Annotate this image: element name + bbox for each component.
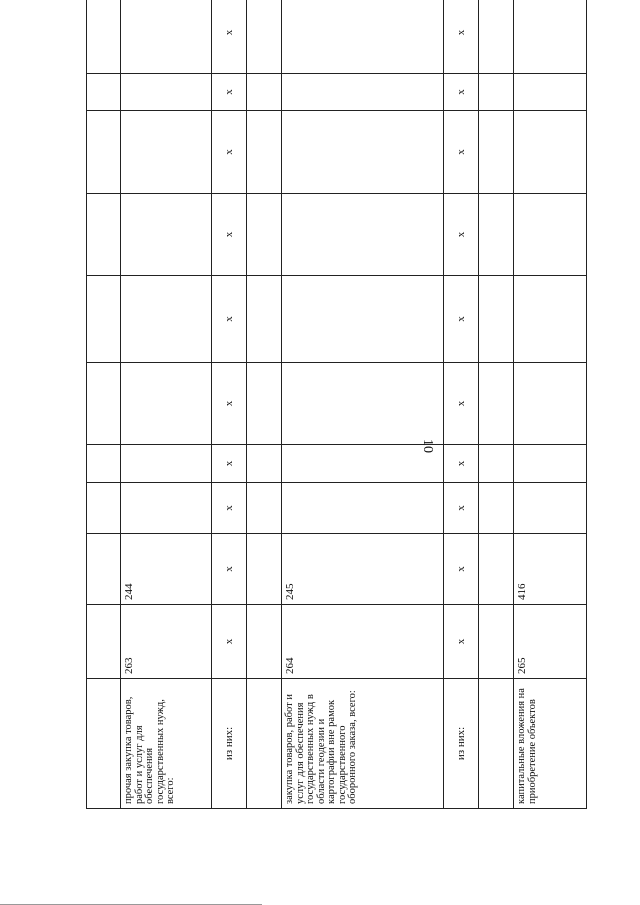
value-cell: х xyxy=(212,363,247,445)
table-row xyxy=(212,0,247,809)
value-cell: х xyxy=(212,0,247,74)
rotated-table-wrapper xyxy=(86,29,585,809)
value-cell xyxy=(514,74,587,111)
value-cell xyxy=(282,445,444,483)
value-cell xyxy=(247,194,282,276)
value-cell: х xyxy=(212,194,247,276)
value-cell xyxy=(87,363,121,445)
line-code-cell: 263 xyxy=(121,605,212,679)
value-cell xyxy=(121,483,212,534)
value-cell xyxy=(514,483,587,534)
table-body xyxy=(87,0,587,809)
value-cell xyxy=(514,363,587,445)
value-cell xyxy=(514,276,587,363)
line-code-cell: 264 xyxy=(282,605,444,679)
value-cell xyxy=(479,111,514,194)
budget-code-cell: 245 xyxy=(282,534,444,605)
value-cell xyxy=(282,111,444,194)
value-cell xyxy=(121,276,212,363)
line-code-cell: х xyxy=(444,605,479,679)
value-cell xyxy=(282,363,444,445)
value-cell xyxy=(479,483,514,534)
value-cell xyxy=(514,194,587,276)
value-cell: х xyxy=(212,276,247,363)
value-cell xyxy=(282,194,444,276)
budget-code-cell: х xyxy=(212,534,247,605)
value-cell xyxy=(479,194,514,276)
line-code-cell: 265 xyxy=(514,605,587,679)
value-cell: х xyxy=(212,445,247,483)
budget-code-cell xyxy=(87,534,121,605)
row-name-cell: из них: xyxy=(212,679,247,809)
row-name-cell xyxy=(247,679,282,809)
value-cell: х xyxy=(444,111,479,194)
value-cell: х xyxy=(444,74,479,111)
value-cell xyxy=(479,363,514,445)
value-cell xyxy=(247,0,282,74)
value-cell: х xyxy=(444,194,479,276)
line-code-cell: х xyxy=(212,605,247,679)
budget-code-cell: 416 xyxy=(514,534,587,605)
budget-code-cell xyxy=(479,534,514,605)
table-row xyxy=(247,0,282,809)
value-cell xyxy=(247,445,282,483)
value-cell: х xyxy=(444,483,479,534)
value-cell xyxy=(479,445,514,483)
row-name-cell xyxy=(87,679,121,809)
value-cell xyxy=(87,276,121,363)
value-cell xyxy=(247,74,282,111)
value-cell: х xyxy=(444,445,479,483)
value-cell xyxy=(247,363,282,445)
row-name-cell: из них: xyxy=(444,679,479,809)
row-name-cell: прочая закупка товаров, работ и услуг для обеспечения государственных нужд, всего: xyxy=(121,679,212,809)
table-row xyxy=(87,0,121,809)
line-code-cell xyxy=(247,605,282,679)
value-cell xyxy=(479,276,514,363)
budget-code-cell: 244 xyxy=(121,534,212,605)
value-cell: х xyxy=(444,363,479,445)
row-name-cell: закупка товаров, работ и услуг для обеспечения государственных нужд в области геодезии и картографии вне рамок государственного оборонного заказа, всего: xyxy=(282,679,444,809)
table-row xyxy=(514,0,587,809)
table-row xyxy=(479,0,514,809)
value-cell xyxy=(87,74,121,111)
row-name-cell xyxy=(479,679,514,809)
value-cell xyxy=(121,445,212,483)
table-row xyxy=(121,0,212,809)
value-cell xyxy=(87,111,121,194)
value-cell xyxy=(121,363,212,445)
value-cell xyxy=(282,276,444,363)
value-cell xyxy=(514,0,587,74)
value-cell xyxy=(282,74,444,111)
value-cell: х xyxy=(444,0,479,74)
table-row xyxy=(282,0,444,809)
value-cell xyxy=(87,483,121,534)
value-cell xyxy=(87,0,121,74)
value-cell xyxy=(479,0,514,74)
value-cell: х xyxy=(212,483,247,534)
value-cell xyxy=(87,445,121,483)
value-cell xyxy=(121,111,212,194)
value-cell xyxy=(247,111,282,194)
value-cell xyxy=(121,74,212,111)
value-cell xyxy=(282,0,444,74)
page-number: 10 xyxy=(420,439,435,453)
value-cell: х xyxy=(212,74,247,111)
value-cell xyxy=(87,194,121,276)
value-cell xyxy=(247,276,282,363)
line-code-cell xyxy=(479,605,514,679)
value-cell xyxy=(247,483,282,534)
row-name-cell: капитальные вложения на приобретение объектов xyxy=(514,679,587,809)
value-cell xyxy=(121,194,212,276)
budget-code-cell xyxy=(247,534,282,605)
value-cell: х xyxy=(212,111,247,194)
line-code-cell xyxy=(87,605,121,679)
budget-table xyxy=(86,0,587,809)
value-cell xyxy=(282,483,444,534)
value-cell xyxy=(514,111,587,194)
value-cell xyxy=(479,74,514,111)
value-cell xyxy=(514,445,587,483)
value-cell: х xyxy=(444,276,479,363)
table-row xyxy=(444,0,479,809)
budget-code-cell: х xyxy=(444,534,479,605)
value-cell xyxy=(121,0,212,74)
